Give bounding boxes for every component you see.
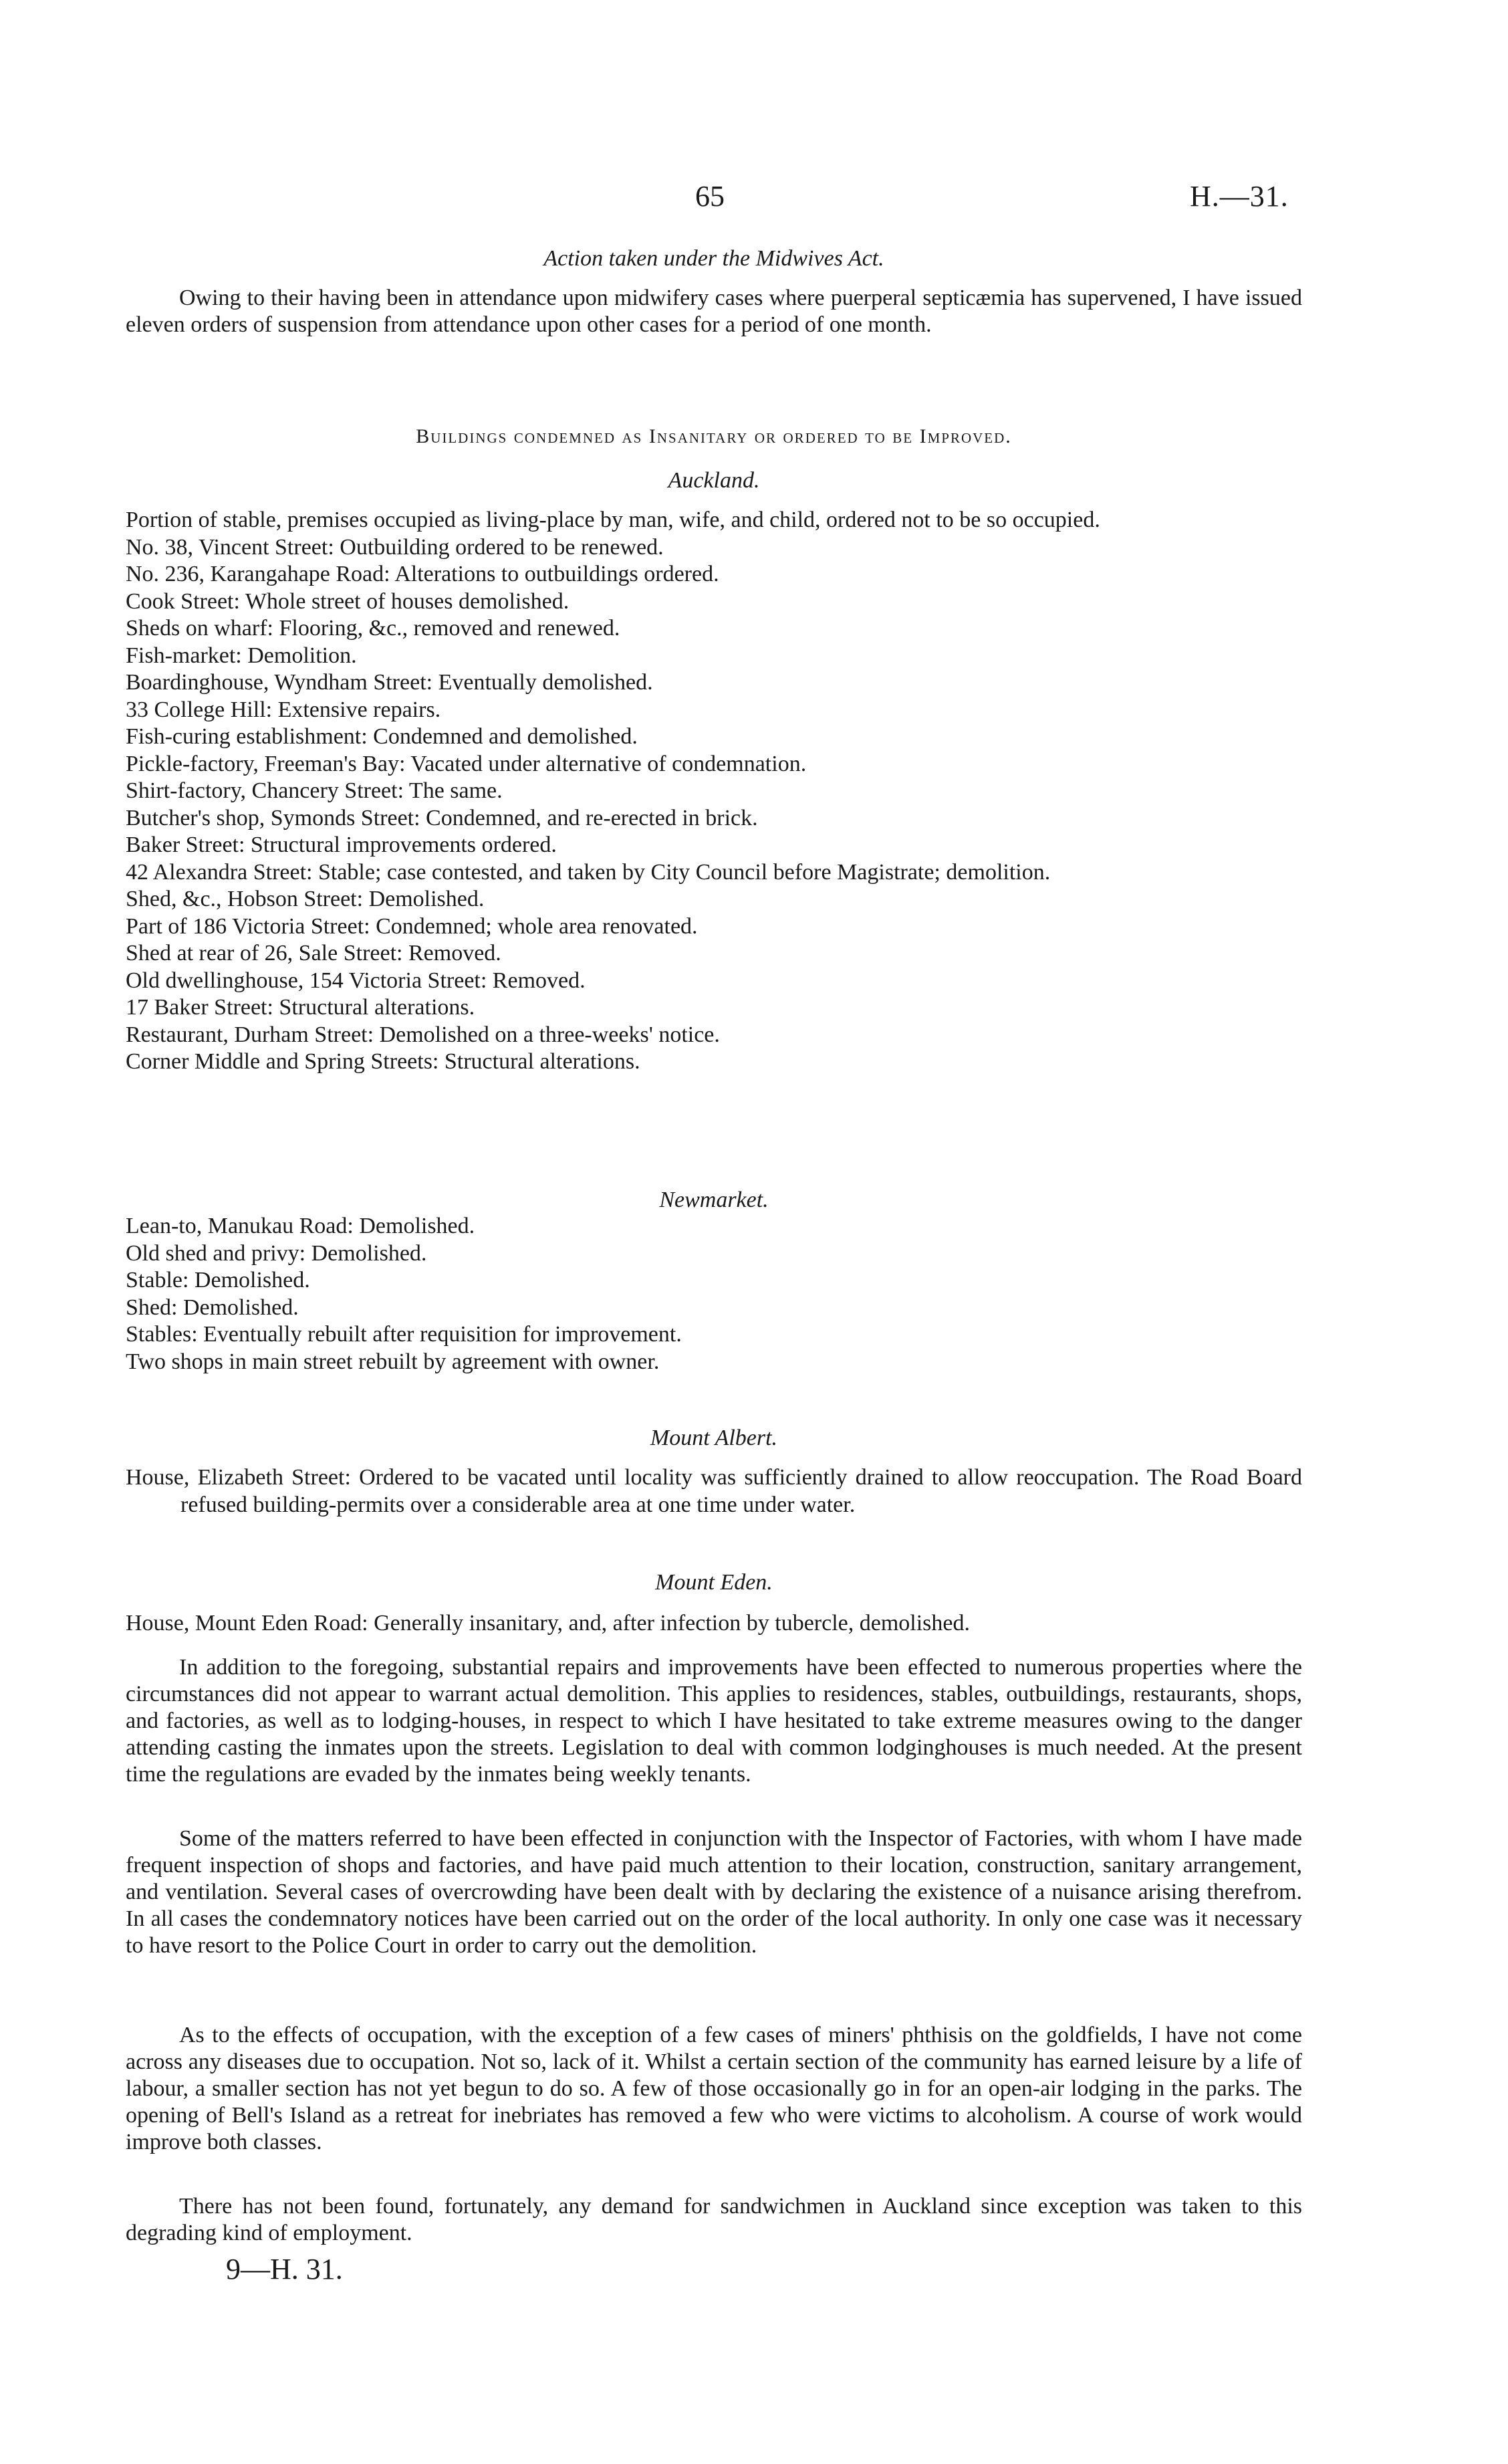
- list-item: Shed: Demolished.: [126, 1295, 299, 1320]
- section-heading-auckland: Auckland.: [668, 468, 760, 493]
- list-item: 42 Alexandra Street: Stable; case contested, and taken by City Council before Magistrate; demolition.: [126, 859, 1051, 885]
- midwives-heading: Action taken under the Midwives Act.: [543, 246, 884, 271]
- paragraph: Some of the matters referred to have been effected in conjunction with the Inspector of Factories, with whom I have made frequent inspection of shops and factories, and have paid much attention to their location, construction, sanitary arrangement, and ventilation. Several cases of overcrowding have been dealt with by declaring the existence of a nuisance arising therefrom. In all cases the condemnatory notices have been carried out on the order of the local authority. In only one case was it necessary to have resort to the Police Court in order to carry out the demolition.: [126, 1826, 1302, 1958]
- list-item: Stable: Demolished.: [126, 1268, 310, 1293]
- paragraph: There has not been found, fortunately, any demand for sandwichmen in Auckland since exception was taken to this degrading kind of employment.: [126, 2194, 1302, 2245]
- list-item: Fish-curing establishment: Condemned and demolished.: [126, 724, 638, 749]
- list-item: Old dwellinghouse, 154 Victoria Street: Removed.: [126, 968, 586, 993]
- document-reference: H.—31.: [1190, 180, 1289, 213]
- section-heading-mount-eden: Mount Eden.: [655, 1570, 773, 1595]
- list-item: Baker Street: Structural improvements ordered.: [126, 832, 557, 857]
- paragraph: In addition to the foregoing, substantial repairs and improvements have been effected to numerous properties where the circumstances did not appear to warrant actual demolition. This applies to residences, stables, outbuildings, restaurants, shops, and factories, as well as to lodging-houses, in respect to which I have hesitated to take extreme measures owing to the danger attending casting the inmates upon the streets. Legislation to deal with common lodginghouses is much needed. At the present time the regulations are evaded by the inmates being weekly tenants.: [126, 1655, 1302, 1787]
- list-item: Old shed and privy: Demolished.: [126, 1240, 427, 1266]
- list-item: Boardinghouse, Wyndham Street: Eventually demolished.: [126, 670, 653, 695]
- page-number: 65: [695, 180, 725, 213]
- list-item: Pickle-factory, Freeman's Bay: Vacated under alternative of condemnation.: [126, 751, 807, 776]
- list-item: Part of 186 Victoria Street: Condemned; whole area renovated.: [126, 913, 698, 939]
- list-item: Shed, &c., Hobson Street: Demolished.: [126, 887, 485, 911]
- mount-eden-list: [126, 1610, 1302, 1638]
- midwives-paragraph: Owing to their having been in attendance upon midwifery cases where puerperal septicæmia has supervened, I have issued eleven orders of suspension from attendance upon other cases for a period of one month.: [126, 286, 1302, 337]
- newmarket-list: [126, 1213, 1302, 1375]
- list-item: Corner Middle and Spring Streets: Structural alterations.: [126, 1049, 640, 1074]
- list-item: No. 38, Vincent Street: Outbuilding ordered to be renewed.: [126, 534, 664, 560]
- list-item: 17 Baker Street: Structural alterations.: [126, 995, 475, 1020]
- auckland-list: [126, 507, 1302, 1076]
- list-item: Shed at rear of 26, Sale Street: Removed.: [126, 941, 501, 966]
- list-item: Fish-market: Demolition.: [126, 643, 357, 668]
- list-item: Restaurant, Durham Street: Demolished on a three-weeks' notice.: [126, 1022, 720, 1047]
- list-item: Cook Street: Whole street of houses demolished.: [126, 588, 570, 614]
- list-item: House, Elizabeth Street: Ordered to be vacated until locality was sufficiently drained to allow reoccupation. The Road Board refused building-permits over a considerable area at one time under water.: [126, 1465, 1302, 1517]
- footer-signature: 9—H. 31.: [226, 2253, 343, 2285]
- list-item: No. 236, Karangahape Road: Alterations to outbuildings ordered.: [126, 562, 719, 586]
- list-item: Shirt-factory, Chancery Street: The same.: [126, 778, 503, 803]
- list-item: House, Mount Eden Road: Generally insanitary, and, after infection by tubercle, demolished.: [126, 1611, 970, 1636]
- buildings-heading: Buildings condemned as Insanitary or ordered to be Improved.: [416, 425, 1012, 447]
- section-heading-newmarket: Newmarket.: [659, 1188, 769, 1212]
- list-item: Sheds on wharf: Flooring, &c., removed and renewed.: [126, 616, 620, 641]
- list-item: 33 College Hill: Extensive repairs.: [126, 697, 441, 722]
- mount-albert-list: [126, 1464, 1302, 1519]
- list-item: Portion of stable, premises occupied as living-place by man, wife, and child, ordered not to be so occupied.: [126, 508, 1100, 532]
- paragraph: As to the effects of occupation, with the exception of a few cases of miners' phthisis on the goldfields, I have not come across any diseases due to occupation. Not so, lack of it. Whilst a certain section of the community has earned leisure by a life of labour, a smaller section has not yet begun to do so. A few of those occasionally go in for an open-air lodging in the parks. The opening of Bell's Island as a retreat for inebriates has removed a few who were victims to alcoholism. A course of work would improve both classes.: [126, 2023, 1302, 2154]
- section-heading-mount-albert: Mount Albert.: [650, 1426, 778, 1450]
- list-item: Butcher's shop, Symonds Street: Condemned, and re-erected in brick.: [126, 805, 758, 830]
- list-item: Two shops in main street rebuilt by agreement with owner.: [126, 1349, 660, 1374]
- list-item: Lean-to, Manukau Road: Demolished.: [126, 1214, 475, 1238]
- list-item: Stables: Eventually rebuilt after requisition for improvement.: [126, 1322, 682, 1347]
